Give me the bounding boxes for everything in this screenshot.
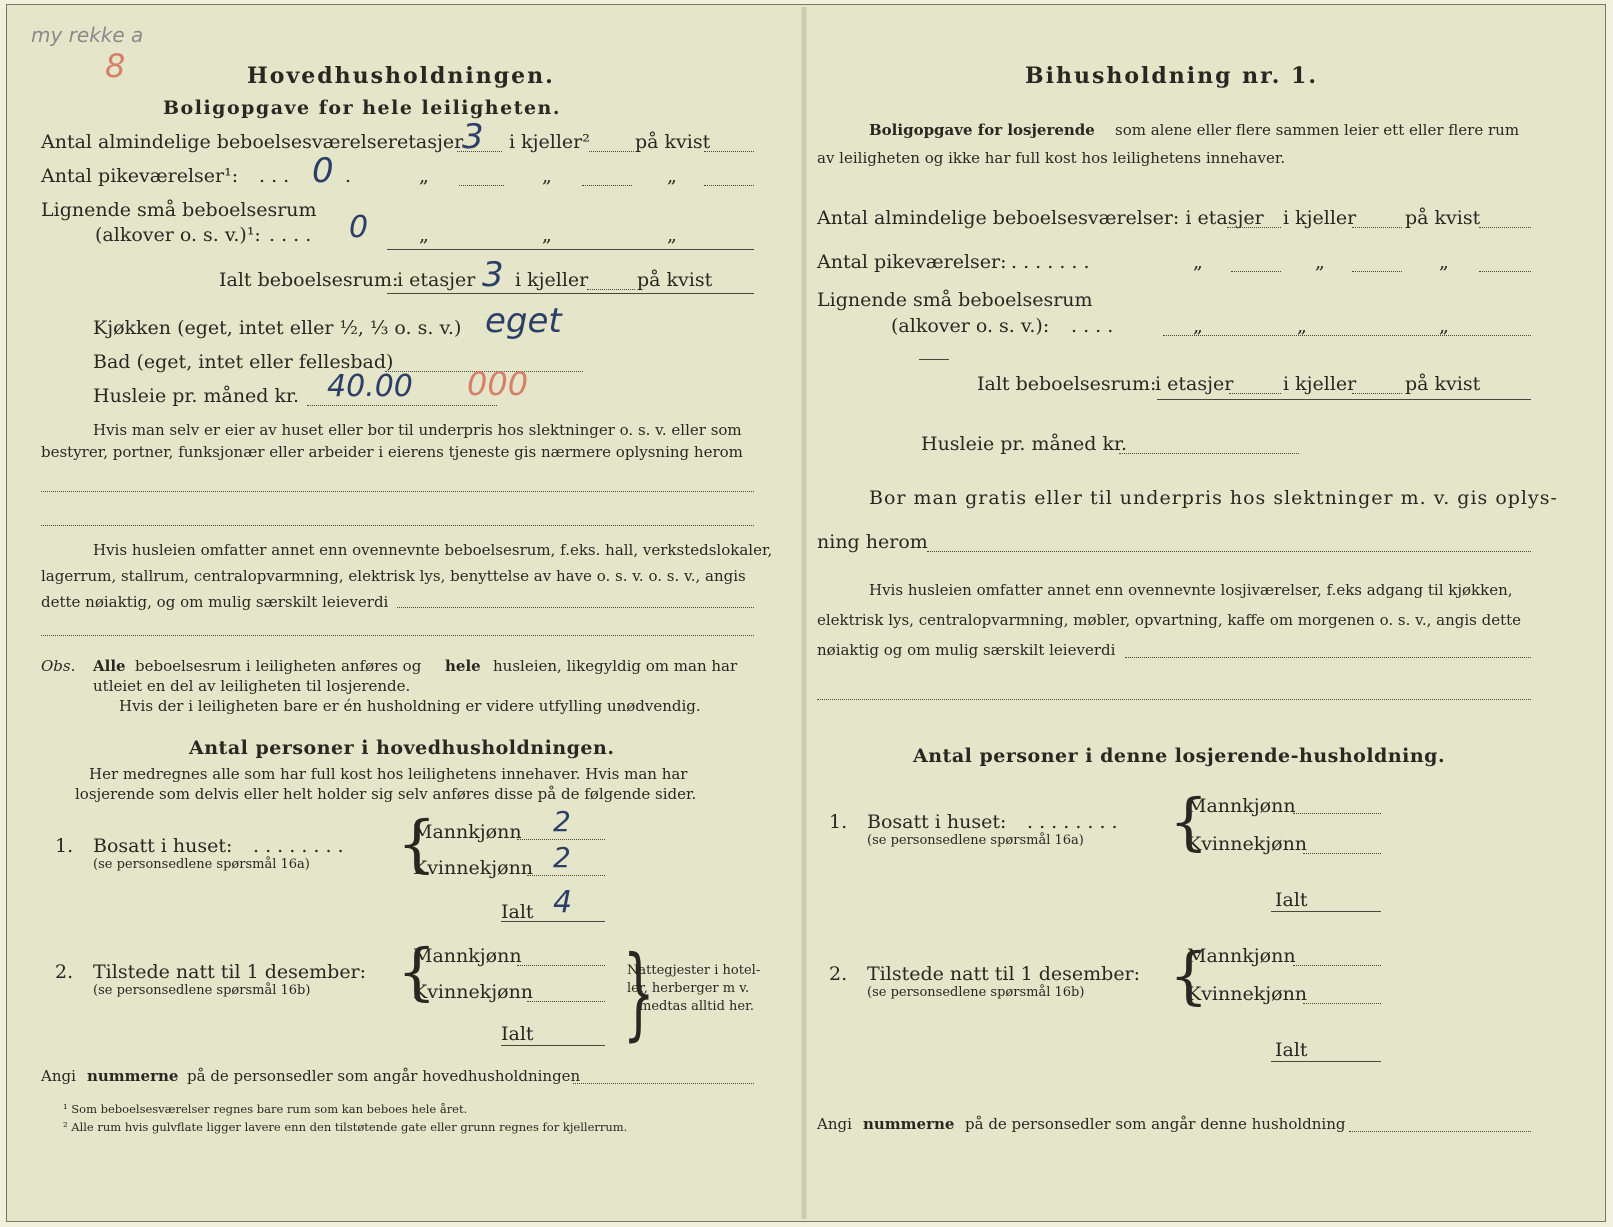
left-row3-ditto-2: „ — [542, 224, 552, 246]
census-form-sheet — [6, 4, 1606, 1222]
right-row1-kjeller-field[interactable] — [1352, 227, 1402, 228]
right-row4-label: Ialt beboelsesrum: — [977, 373, 1157, 395]
obs-text-2: utleiet en del av leiligheten til losjerende. — [93, 677, 411, 695]
left-row1-kjeller-field[interactable] — [589, 151, 634, 152]
left-row3-value: 0 — [349, 210, 369, 245]
husleie-field[interactable] — [307, 405, 497, 406]
right-q2-label: Tilstede natt til 1 desember: — [867, 963, 1141, 985]
right-angi-post: på de personsedler som angår denne husholdning — [965, 1115, 1346, 1133]
obs-text-3: Hvis der i leiligheten bare er én husholdning er videre utfylling unødvendig. — [119, 697, 701, 715]
right-row3-ditto-1: „ — [1193, 315, 1203, 337]
right-q1-ialt-label: Ialt — [1275, 889, 1308, 911]
footnote-2: ² Alle rum hvis gulvflate ligger lavere enn den tilstøtende gate eller grunn regnes for kjellerrum. — [63, 1120, 628, 1134]
obs-label: Obs. — [41, 657, 76, 675]
kjokken-label: Kjøkken (eget, intet eller ½, ⅓ o. s. v.) — [93, 317, 462, 339]
right-q2-kvinne-label: Kvinnekjønn — [1187, 983, 1308, 1005]
left-row2-ditto-3: „ — [667, 165, 677, 187]
right-row2-dots: . . . . . . . — [1011, 251, 1090, 273]
right-title: Bihusholdning nr. 1. — [1025, 63, 1318, 89]
right-row1-etasjer-field[interactable] — [1227, 227, 1281, 228]
left-q1-brace: { — [397, 807, 437, 880]
footnote-1: ¹ Som beboelsesværelser regnes bare rum som kan beboes hele året. — [63, 1102, 468, 1116]
omfatter-text-3: dette nøiaktig, og om mulig særskilt leieverdi — [41, 593, 389, 611]
eier-text-2: bestyrer, portner, funksjonær eller arbeider i eierens tjeneste gis nærmere oplysning herom — [41, 443, 743, 461]
obs-text-1: beboelsesrum i leiligheten anføres og — [135, 657, 422, 675]
right-row1-label: Antal almindelige beboelsesværelser: i etasjer — [817, 207, 1264, 229]
left-row3-label-1: Lignende små beboelsesrum — [41, 199, 317, 221]
right-gratis-2: ning herom — [817, 531, 928, 553]
right-intro-bold: Boligopgave for losjerende — [869, 121, 1095, 139]
right-row2-etasjer-field[interactable] — [1231, 271, 1281, 272]
left-row1-label: Antal almindelige beboelsesværelser — [41, 131, 397, 153]
right-q2-mann-field[interactable] — [1293, 965, 1381, 966]
left-q2-ialt-rule — [501, 1045, 605, 1046]
right-omfatter-2: elektrisk lys, centralopvarmning, møbler, opvartning, kaffe om morgenen o. s. v., angis dette — [817, 611, 1522, 629]
left-q2-note: (se personsedlene spørsmål 16b) — [93, 983, 311, 998]
omfatter-text-1: Hvis husleien omfatter annet enn ovennevnte beboelsesrum, f.eks. hall, verkstedslokaler, — [93, 541, 773, 559]
right-row2-ditto-1: „ — [1193, 251, 1203, 273]
left-q1-ialt-rule — [501, 921, 605, 922]
right-row1-kvist-label: på kvist — [1405, 207, 1481, 229]
right-row3-ditto-2: „ — [1297, 315, 1307, 337]
omfatter-field-2[interactable] — [41, 635, 754, 636]
right-row2-label: Antal pikeværelser: — [817, 251, 1007, 273]
left-row3-dots: . . . . — [269, 224, 312, 246]
left-persons-title: Antal personer i hovedhusholdningen. — [189, 737, 615, 759]
right-q2-note: (se personsedlene spørsmål 16b) — [867, 985, 1085, 1000]
left-q2-side-note-3: medtas alltid her. — [639, 999, 755, 1014]
left-q1-kvinne-field[interactable] — [527, 875, 605, 876]
right-q1-number: 1. — [829, 811, 848, 833]
left-angi-pre: Angi — [41, 1067, 76, 1085]
right-row3-label-2: (alkover o. s. v.): — [891, 315, 1050, 337]
left-q1-kvinne-value: 2 — [553, 841, 571, 874]
obs-alle: Alle — [93, 657, 126, 675]
left-angi-field[interactable] — [573, 1083, 754, 1084]
husleie-value: 40.00 — [327, 369, 413, 404]
right-omfatter-field-2[interactable] — [817, 699, 1531, 700]
left-row2-ditto-1: „ — [419, 165, 429, 187]
left-q1-mann-value: 2 — [553, 805, 571, 838]
right-intro-text-2: av leiligheten og ikke har full kost hos leilighetens innehaver. — [817, 149, 1286, 167]
right-q1-mann-field[interactable] — [1293, 813, 1381, 814]
left-q2-kvinne-field[interactable] — [527, 1001, 605, 1002]
left-persons-text-2: losjerende som delvis eller helt holder sig selv anføres disse på de følgende sider. — [75, 785, 697, 803]
left-row2-ditto-2: „ — [542, 165, 552, 187]
right-gratis-field[interactable] — [927, 551, 1531, 552]
left-q2-brace: { — [397, 935, 437, 1008]
left-q2-side-note-1: Nattegjester i hotel- — [627, 963, 761, 978]
left-q1-number: 1. — [55, 835, 74, 857]
omfatter-text-2: lagerrum, stallrum, centralopvarmning, elektrisk lys, benyttelse av have o. s. v. o. s. v., angis — [41, 567, 746, 585]
right-q1-mann-label: Mannkjønn — [1187, 795, 1296, 817]
right-q1-ialt-rule — [1271, 911, 1381, 912]
right-q2-number: 2. — [829, 963, 848, 985]
left-q2-mann-label: Mannkjønn — [413, 945, 522, 967]
right-q1-kvinne-field[interactable] — [1303, 853, 1381, 854]
left-row3-rule — [387, 249, 754, 250]
left-q2-mann-field[interactable] — [517, 965, 605, 966]
left-q2-side-note-2: ler, herberger m v. — [627, 981, 750, 996]
right-omfatter-field-1[interactable] — [1125, 657, 1531, 658]
right-q1-label: Bosatt i huset: — [867, 811, 1007, 833]
left-q2-label: Tilstede natt til 1 desember: — [93, 961, 367, 983]
right-row3-dash — [919, 359, 949, 360]
left-q1-label: Bosatt i huset: — [93, 835, 233, 857]
right-persons-title: Antal personer i denne losjerende-husholdning. — [913, 745, 1446, 767]
corner-number: 8 — [105, 47, 126, 85]
right-angi-bold: nummerne — [863, 1115, 955, 1133]
left-q1-mann-label: Mannkjønn — [413, 821, 522, 843]
right-row4-kjeller-label: i kjeller — [1283, 373, 1357, 395]
left-title: Hovedhusholdningen. — [247, 63, 555, 89]
left-persons-text-1: Her medregnes alle som har full kost hos leilighetens innehaver. Hvis man har — [89, 765, 688, 783]
right-husleie-label: Husleie pr. måned kr. — [921, 433, 1128, 455]
right-omfatter-3: nøiaktig og om mulig særskilt leieverdi — [817, 641, 1116, 659]
eier-field-line-2[interactable] — [41, 525, 754, 526]
right-row4-kvist-label: på kvist — [1405, 373, 1481, 395]
kjokken-value: eget — [485, 301, 562, 341]
left-row4-rule — [387, 293, 754, 294]
right-row2-ditto-2: „ — [1315, 251, 1325, 273]
right-row3-rule[interactable] — [1163, 335, 1531, 336]
left-q1-note: (se personsedlene spørsmål 16a) — [93, 857, 310, 872]
left-row4-kjeller-label: i kjeller — [515, 269, 589, 291]
left-row4-etasjer-label: i etasjer — [397, 269, 476, 291]
right-q2-kvinne-field[interactable] — [1303, 1003, 1381, 1004]
left-row2-etasjer-field[interactable] — [459, 185, 504, 186]
right-q2-ialt-rule — [1271, 1061, 1381, 1062]
right-q1-note: (se personsedlene spørsmål 16a) — [867, 833, 1084, 848]
obs-text-1b: husleien, likegyldig om man har — [493, 657, 738, 675]
left-q1-mann-field[interactable] — [517, 839, 605, 840]
right-row3-dots: . . . . — [1071, 315, 1114, 337]
right-row2-kvist-field[interactable] — [1479, 271, 1531, 272]
right-q2-mann-label: Mannkjønn — [1187, 945, 1296, 967]
left-row1-kjeller-label: i kjeller² — [509, 131, 590, 153]
left-row1-etasjer-label: etasjer — [397, 131, 464, 153]
left-row1-etasjer-value: 3 — [462, 117, 484, 157]
eier-text-1: Hvis man selv er eier av huset eller bor til underpris hos slektninger o. s. v. eller som — [93, 421, 742, 439]
right-row4-rule — [1157, 399, 1531, 400]
left-row3-ditto-1: „ — [419, 224, 429, 246]
right-q1-brace: { — [1169, 785, 1209, 858]
left-row3-ditto-3: „ — [667, 224, 677, 246]
obs-hele: hele — [445, 657, 481, 675]
omfatter-field-1[interactable] — [397, 607, 754, 608]
right-omfatter-1: Hvis husleien omfatter annet enn ovennevnte losjiværelser, f.eks adgang til kjøkken, — [869, 581, 1513, 599]
left-row2-dots: . . . — [259, 165, 290, 187]
left-q1-ialt-value: 4 — [553, 885, 573, 920]
left-row2-value: 0 — [312, 151, 334, 191]
right-husleie-field[interactable] — [1119, 453, 1299, 454]
page-fold — [801, 7, 807, 1219]
bad-label: Bad (eget, intet eller fellesbad) — [93, 351, 394, 373]
left-q2-right-brace: } — [622, 934, 655, 1051]
right-q2-brace: { — [1169, 939, 1209, 1012]
left-subtitle: Boligopgave for hele leiligheten. — [163, 97, 561, 119]
left-q2-ialt-label: Ialt — [501, 1023, 534, 1045]
left-q1-kvinne-label: Kvinnekjønn — [413, 857, 534, 879]
left-row4-kvist-label: på kvist — [637, 269, 713, 291]
left-row4-etasjer-value: 3 — [482, 255, 504, 295]
left-q1-ialt-label: Ialt — [501, 901, 534, 923]
left-row1-kvist-field[interactable] — [704, 151, 754, 152]
right-row3-ditto-3: „ — [1439, 315, 1449, 337]
left-q2-number: 2. — [55, 961, 74, 983]
right-intro-text-1: som alene eller flere sammen leier ett eller flere rum — [1115, 121, 1520, 139]
left-row2-label: Antal pikeværelser¹: — [41, 165, 239, 187]
left-row4-label: Ialt beboelsesrum: — [219, 269, 399, 291]
right-q2-ialt-label: Ialt — [1275, 1039, 1308, 1061]
right-row3-label-1: Lignende små beboelsesrum — [817, 289, 1093, 311]
right-row4-etasjer-label: i etasjer — [1155, 373, 1234, 395]
right-angi-field[interactable] — [1349, 1131, 1531, 1132]
left-row3-label-2: (alkover o. s. v.)¹: — [95, 224, 261, 246]
left-q1-dots: . . . . . . . . — [253, 835, 344, 857]
left-angi-bold: nummerne — [87, 1067, 179, 1085]
right-row1-kjeller-label: i kjeller — [1283, 207, 1357, 229]
right-row1-kvist-field[interactable] — [1479, 227, 1531, 228]
left-row2-kvist-field[interactable] — [704, 185, 754, 186]
husleie-label: Husleie pr. måned kr. — [93, 385, 300, 407]
left-row2-kjeller-field[interactable] — [582, 185, 632, 186]
right-q1-kvinne-label: Kvinnekjønn — [1187, 833, 1308, 855]
husleie-red-mark: 000 — [467, 365, 529, 403]
left-q2-kvinne-label: Kvinnekjønn — [413, 981, 534, 1003]
left-row1-kvist-label: på kvist — [635, 131, 711, 153]
right-angi-pre: Angi — [817, 1115, 852, 1133]
right-row2-ditto-3: „ — [1439, 251, 1449, 273]
right-gratis-1: Bor man gratis eller til underpris hos slektninger m. v. gis oplys- — [869, 487, 1558, 509]
right-q1-dots: . . . . . . . . — [1027, 811, 1118, 833]
right-row4-kjeller-field[interactable] — [1352, 393, 1402, 394]
left-angi-post: på de personsedler som angår hovedhusholdningen — [187, 1067, 581, 1085]
corner-note: my rekke a — [31, 23, 144, 47]
left-row2-dot: . — [345, 165, 352, 187]
right-row2-kjeller-field[interactable] — [1352, 271, 1402, 272]
eier-field-line-1[interactable] — [41, 491, 754, 492]
right-row4-etasjer-field[interactable] — [1229, 393, 1281, 394]
left-row4-kjeller-field[interactable] — [587, 289, 635, 290]
